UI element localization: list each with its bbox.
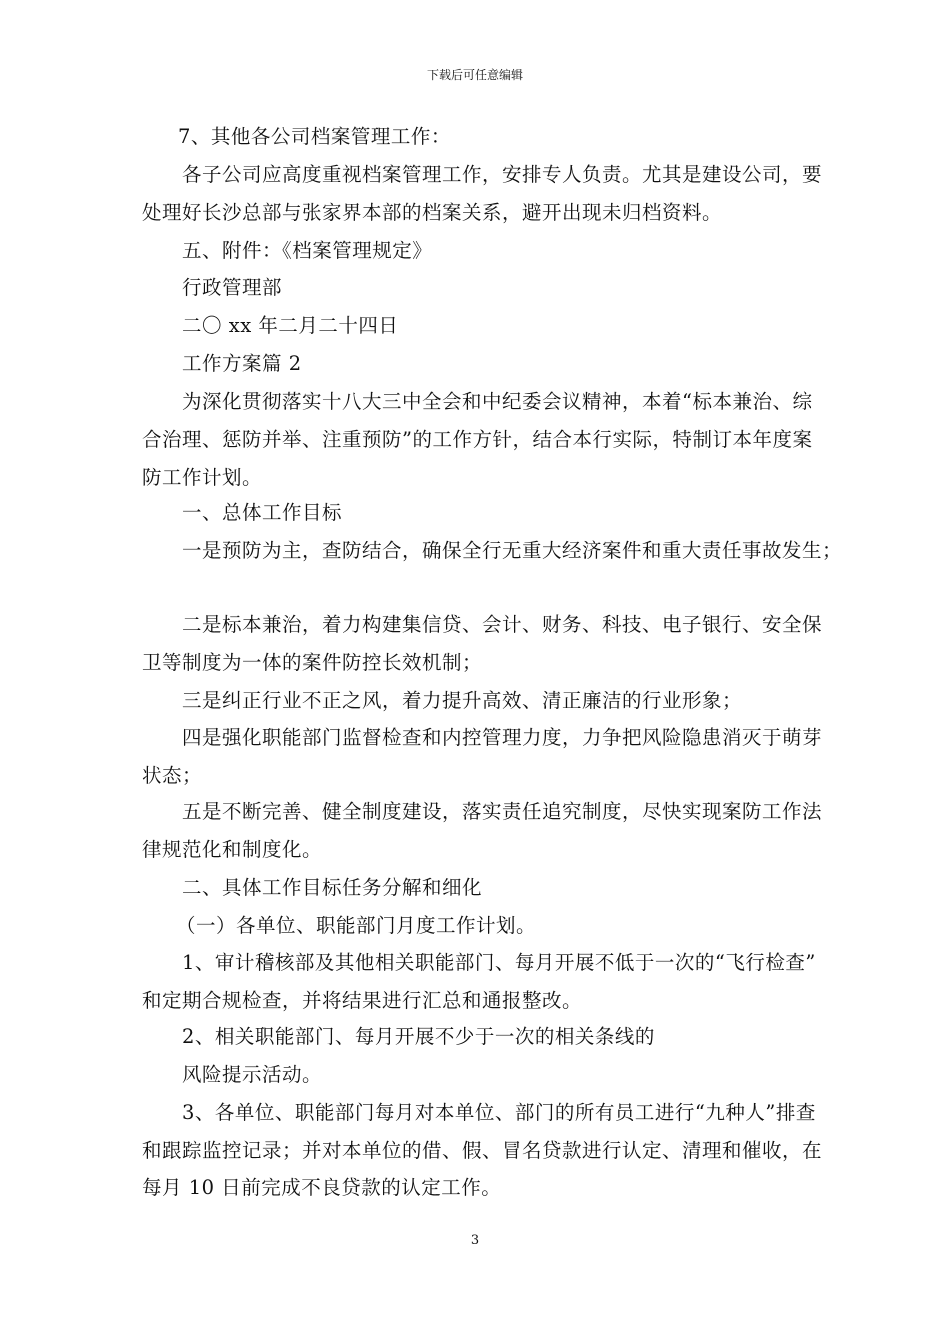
page-header: 下载后可任意编辑 — [426, 68, 523, 82]
text-line: 7、其他各公司档案管理工作： — [178, 125, 451, 148]
text-line: 2、相关职能部门、每月开展不少于一次的相关条线的 — [182, 1025, 655, 1048]
text-line: 五、附件：《档案管理规定》 — [182, 239, 433, 262]
text-line: 各子公司应高度重视档案管理工作，安排专人负责。尤其是建设公司，要 — [182, 163, 823, 186]
text-line: 卫等制度为一体的案件防控长效机制； — [142, 651, 483, 674]
text-line: 1、审计稽核部及其他相关职能部门、每月开展不低于一次的“飞行检查” — [182, 951, 816, 974]
text-line: 五是不断完善、健全制度建设，落实责任追究制度，尽快实现案防工作法 — [182, 800, 823, 823]
text-line: 处理好长沙总部与张家界本部的档案关系，避开出现未归档资料。 — [142, 201, 723, 224]
text-line: 四是强化职能部门监督检查和内控管理力度，力争把风险隐患消灭于萌芽 — [182, 726, 823, 749]
text-line: 二、具体工作目标任务分解和细化 — [182, 876, 483, 899]
text-line: 和定期合规检查，并将结果进行汇总和通报整改。 — [142, 989, 583, 1012]
text-line: 三是纠正行业不正之风，着力提升高效、清正廉洁的行业形象； — [182, 689, 743, 712]
text-line: 二是标本兼治，着力构建集信贷、会计、财务、科技、电子银行、安全保 — [182, 613, 823, 636]
text-line: 一是预防为主，查防结合，确保全行无重大经济案件和重大责任事故发生； — [182, 539, 843, 562]
text-line: 3、各单位、职能部门每月对本单位、部门的所有员工进行“九种人”排查 — [182, 1101, 816, 1124]
text-line: 每月 10 日前完成不良贷款的认定工作。 — [142, 1176, 502, 1199]
text-line: 防工作计划。 — [142, 466, 263, 489]
text-line: （一）各单位、职能部门月度工作计划。 — [176, 914, 537, 937]
text-line: 风险提示活动。 — [182, 1063, 323, 1086]
text-line: 工作方案篇 2 — [182, 352, 302, 375]
text-line: 一、总体工作目标 — [182, 501, 343, 524]
text-line: 律规范化和制度化。 — [142, 838, 323, 861]
text-line: 行政管理部 — [182, 276, 283, 299]
text-line: 状态； — [142, 764, 203, 787]
page-number: 3 — [470, 1233, 480, 1248]
text-line: 为深化贯彻落实十八大三中全会和中纪委会议精神，本着“标本兼治、综 — [182, 390, 813, 413]
text-line: 和跟踪监控记录；并对本单位的借、假、冒名贷款进行认定、清理和催收，在 — [142, 1139, 823, 1162]
text-line: 二〇 xx 年二月二十四日 — [182, 314, 399, 337]
text-line: 合治理、惩防并举、注重预防”的工作方针，结合本行实际，特制订本年度案 — [142, 428, 813, 451]
